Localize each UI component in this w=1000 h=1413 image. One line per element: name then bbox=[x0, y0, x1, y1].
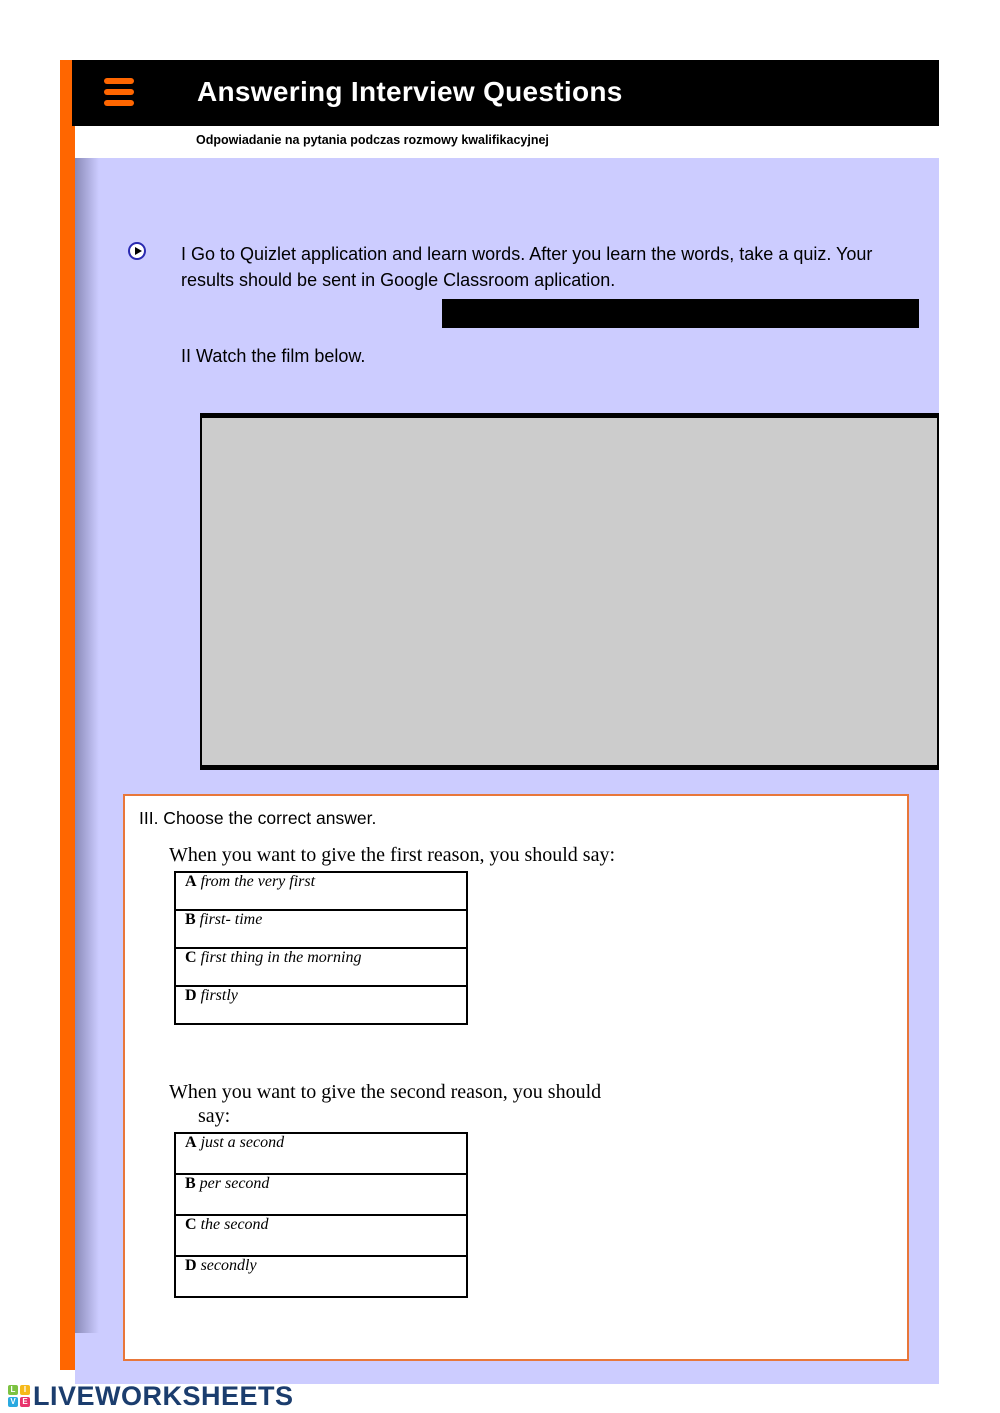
play-circle-icon bbox=[128, 242, 146, 260]
liveworksheets-logo bbox=[8, 1382, 294, 1410]
video-player[interactable] bbox=[200, 413, 939, 770]
option-a[interactable]: A from the very first bbox=[175, 872, 467, 910]
option-c[interactable]: C the second bbox=[175, 1215, 467, 1256]
logo-text: LIVEWORKSHEETS bbox=[33, 1380, 294, 1411]
option-d[interactable]: D firstly bbox=[175, 986, 467, 1024]
logo-grid-icon: L I V E bbox=[8, 1385, 30, 1407]
instruction-step-1: I Go to Quizlet application and learn words. After you learn the words, take a quiz. Your results should be sent in Google Classroom aplication. bbox=[181, 244, 873, 290]
option-a[interactable]: A just a second bbox=[175, 1133, 467, 1174]
link-field[interactable] bbox=[442, 299, 919, 328]
question-1-options bbox=[174, 871, 468, 1025]
option-c[interactable]: C first thing in the morning bbox=[175, 948, 467, 986]
question-2-prompt: When you want to give the second reason, you should say: bbox=[169, 1081, 602, 1127]
hamburger-menu-icon bbox=[104, 78, 134, 108]
option-b[interactable]: B first- time bbox=[175, 910, 467, 948]
header-bar bbox=[72, 60, 939, 126]
panel-shadow bbox=[75, 158, 99, 1333]
instruction-step-2: II Watch the film below. bbox=[181, 346, 366, 366]
quiz-title: III. Choose the correct answer. bbox=[139, 808, 377, 828]
quiz-section bbox=[123, 794, 909, 1361]
page-subtitle: Odpowiadanie na pytania podczas rozmowy kwalifikacyjnej bbox=[196, 133, 549, 147]
option-d[interactable]: D secondly bbox=[175, 1256, 467, 1297]
orange-side-bar bbox=[60, 60, 75, 1370]
option-b[interactable]: B per second bbox=[175, 1174, 467, 1215]
question-2-options bbox=[174, 1132, 468, 1298]
page-title: Answering Interview Questions bbox=[197, 76, 623, 107]
question-1-prompt: When you want to give the first reason, you should say: bbox=[169, 844, 616, 866]
